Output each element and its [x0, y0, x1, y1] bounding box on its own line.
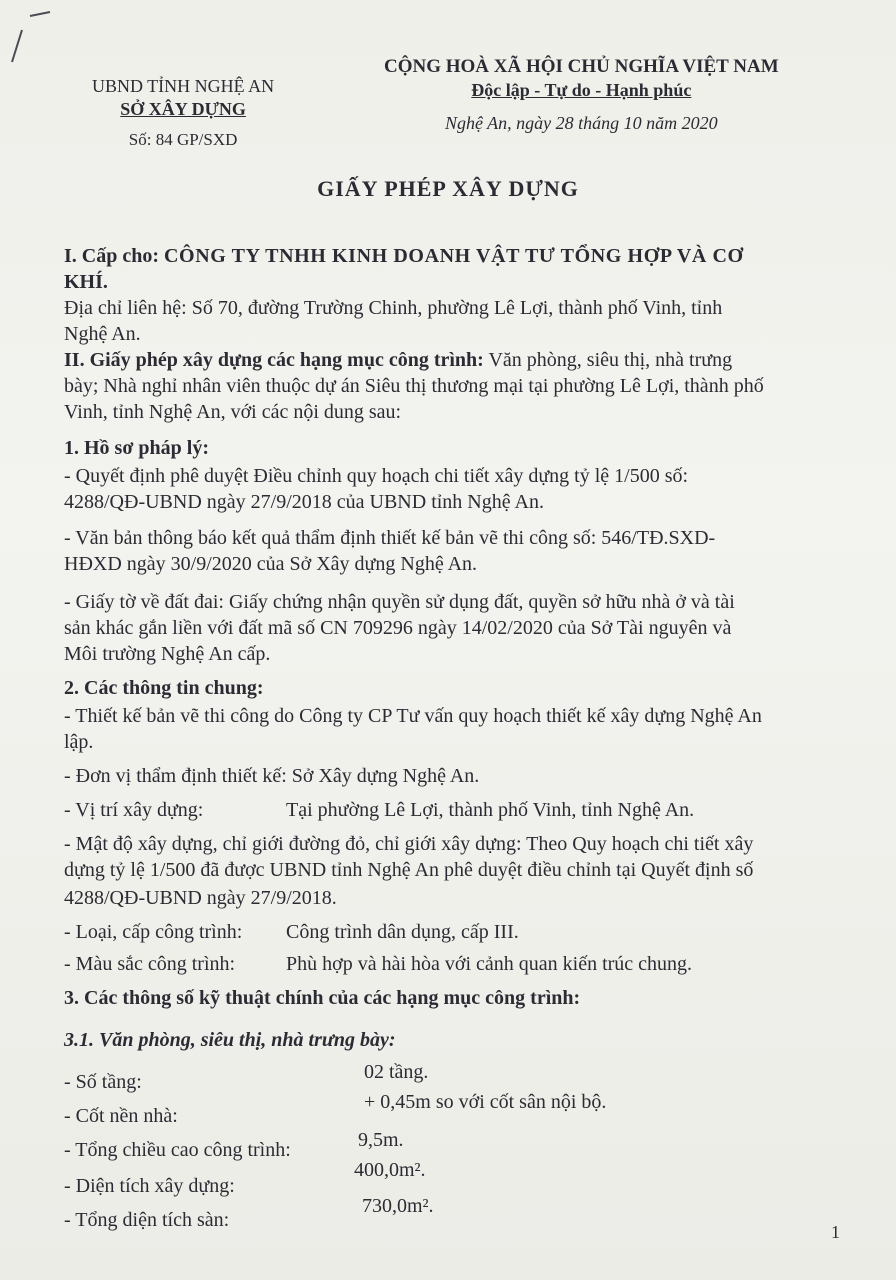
company-name-b: KHÍ. — [64, 271, 108, 293]
part2-line5: - Mật độ xây dựng, chỉ giới đường đỏ, chỉ giới xây dựng: Theo Quy hoạch chi tiết xây — [64, 833, 754, 855]
part1-line3: - Văn bản thông báo kết quả thẩm định thiết kế bản vẽ thi công số: 546/TĐ.SXD- — [64, 527, 716, 549]
part1-line7: Môi trường Nghệ An cấp. — [64, 643, 271, 665]
color-label: - Màu sắc công trình: — [64, 953, 236, 975]
doc-number: Số: 84 GP/SXD — [128, 130, 238, 149]
page-number: 1 — [831, 1222, 840, 1242]
agency-block — [92, 76, 274, 150]
spec-row — [64, 1159, 426, 1198]
spec-value: 400,0m². — [354, 1159, 426, 1181]
section2-label: II. Giấy phép xây dựng các hạng mục công trình: — [64, 349, 484, 371]
agency-line1: UBND TỈNH NGHỆ AN — [92, 76, 275, 96]
spec-label: - Tổng diện tích sàn: — [64, 1209, 230, 1231]
spec-value: 02 tầng. — [364, 1061, 429, 1083]
spec-row — [64, 1061, 429, 1094]
part2-line1: - Thiết kế bản vẽ thi công do Công ty CP Tư vấn quy hoạch thiết kế xây dựng Nghệ An — [64, 705, 762, 727]
spec-value: 730,0m². — [362, 1195, 434, 1217]
part1-heading: 1. Hồ sơ pháp lý: — [64, 437, 209, 459]
part2-line4 — [64, 798, 695, 822]
part2-line3: - Đơn vị thẩm định thiết kế: Sở Xây dựng Nghệ An. — [64, 765, 480, 787]
part2-line6: dựng tỷ lệ 1/500 đã được UBND tỉnh Nghệ An phê duyệt điều chỉnh tại Quyết định số — [64, 859, 754, 881]
motto-line2: Độc lập - Tự do - Hạnh phúc — [471, 80, 692, 100]
spec-label: - Tổng chiều cao công trình: — [64, 1139, 291, 1161]
section2-line1 — [64, 348, 732, 372]
motto-line1: CỘNG HOÀ XÃ HỘI CHỦ NGHĨA VIỆT NAM — [384, 56, 779, 77]
company-name-a: CÔNG TY TNHH KINH DOANH VẬT TƯ TỔNG HỢP VÀ CƠ — [164, 245, 744, 267]
part1-line5: - Giấy tờ về đất đai: Giấy chứng nhận quyền sử dụng đất, quyền sở hữu nhà ở và tài — [64, 591, 735, 613]
address-b: Nghệ An. — [64, 323, 141, 345]
spec-label: - Số tầng: — [64, 1071, 142, 1093]
pen-mark-icon — [0, 0, 60, 70]
category-value: Công trình dân dụng, cấp III. — [286, 921, 519, 943]
part1-line1: - Quyết định phê duyệt Điều chỉnh quy hoạch chi tiết xây dựng tỷ lệ 1/500 số: — [64, 465, 689, 487]
location-label: - Vị trí xây dựng: — [64, 799, 204, 821]
spec-label: - Diện tích xây dựng: — [64, 1175, 235, 1197]
part2-line9 — [64, 952, 693, 976]
spec-value: + 0,45m so với cốt sân nội bộ. — [364, 1091, 607, 1113]
part2-heading: 2. Các thông tin chung: — [64, 677, 264, 699]
motto-block — [384, 56, 779, 134]
spec-value: 9,5m. — [358, 1129, 404, 1151]
location-value: Tại phường Lê Lợi, thành phố Vinh, tỉnh Nghệ An. — [286, 799, 695, 821]
color-value: Phù hợp và hài hòa với cảnh quan kiến trúc chung. — [286, 953, 693, 975]
spec-row — [64, 1129, 404, 1162]
section1-line1 — [64, 244, 744, 268]
document-title: GIẤY PHÉP XÂY DỰNG — [317, 176, 579, 201]
section1-label: I. Cấp cho: — [64, 245, 160, 267]
part3-subheading: 3.1. Văn phòng, siêu thị, nhà trưng bày: — [64, 1029, 396, 1051]
spec-row — [64, 1195, 434, 1232]
section2-text-a: Văn phòng, siêu thị, nhà trưng — [488, 349, 733, 371]
part2-line7: 4288/QĐ-UBND ngày 27/9/2018. — [64, 887, 337, 909]
spec-row — [64, 1091, 607, 1128]
spec-label: - Cốt nền nhà: — [64, 1105, 178, 1127]
section2-text-c: Vinh, tỉnh Nghệ An, với các nội dung sau: — [64, 401, 402, 423]
section2-text-b: bày; Nhà nghỉ nhân viên thuộc dự án Siêu thị thương mại tại phường Lê Lợi, thành phố — [64, 375, 764, 397]
agency-line2: SỞ XÂY DỰNG — [120, 99, 246, 119]
part3-heading: 3. Các thông số kỹ thuật chính của các hạng mục công trình: — [64, 987, 581, 1009]
address-a: Địa chỉ liên hệ: Số 70, đường Trường Chinh, phường Lê Lợi, thành phố Vinh, tỉnh — [64, 297, 723, 319]
category-label: - Loại, cấp công trình: — [64, 921, 243, 943]
place-date: Nghệ An, ngày 28 tháng 10 năm 2020 — [444, 113, 718, 133]
part1-line4: HĐXD ngày 30/9/2020 của Sở Xây dựng Nghệ An. — [64, 553, 478, 575]
part1-line2: 4288/QĐ-UBND ngày 27/9/2018 của UBND tỉnh Nghệ An. — [64, 491, 544, 513]
part2-line2: lập. — [64, 731, 94, 753]
part1-line6: sản khác gắn liền với đất mã số CN 709296 ngày 14/02/2020 của Sở Tài nguyên và — [64, 617, 732, 639]
part2-line8 — [64, 920, 519, 944]
